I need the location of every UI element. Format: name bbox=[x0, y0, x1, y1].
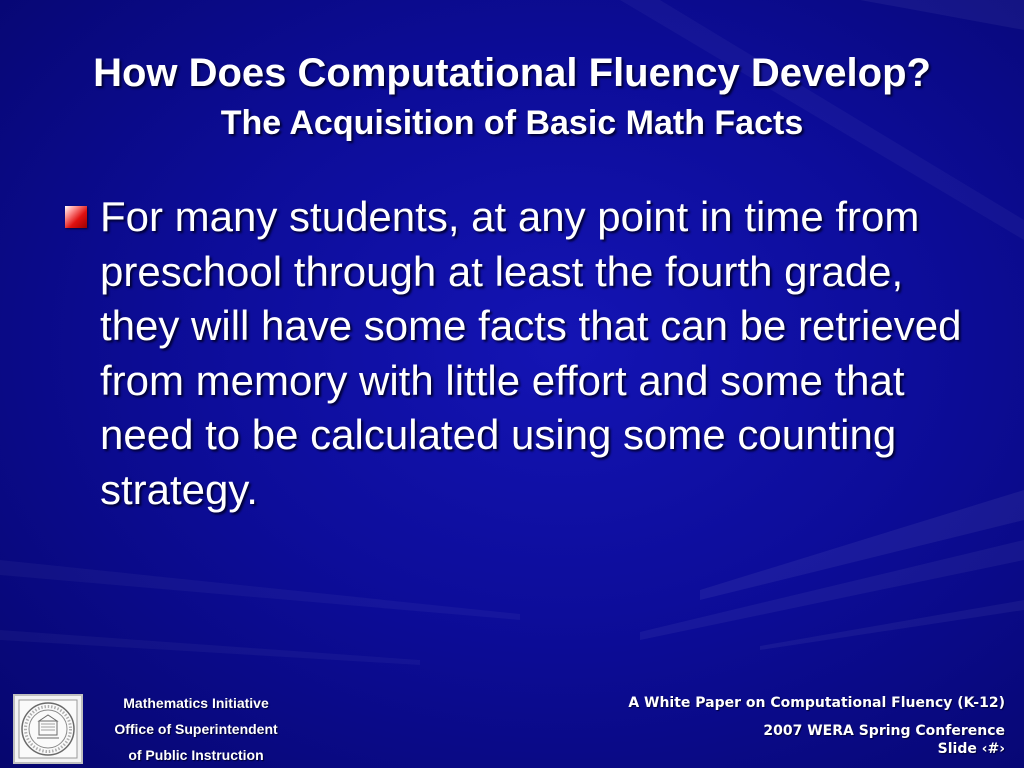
footer-office-name: Office of Superintendent bbox=[114, 721, 278, 737]
footer-initiative-name: Mathematics Initiative bbox=[123, 695, 269, 711]
ospi-seal-icon bbox=[13, 694, 83, 764]
footer-conference: 2007 WERA Spring Conference bbox=[763, 723, 1005, 739]
slide-subtitle: The Acquisition of Basic Math Facts bbox=[220, 104, 804, 142]
footer-paper-title: A White Paper on Computational Fluency (K-12) bbox=[628, 695, 1005, 711]
footer-slide-number: Slide ‹#› bbox=[937, 741, 1005, 757]
footer-office-name-cont: of Public Instruction bbox=[128, 747, 264, 763]
slide-title: How Does Computational Fluency Develop? bbox=[93, 51, 931, 95]
red-square-bullet-icon bbox=[65, 206, 87, 228]
bullet-text: For many students, at any point in time from preschool through at least the fourth grade, they will have some facts that can be retrieved from memory with little effort and some that need to be calculated using some counting strategy. bbox=[100, 193, 962, 513]
